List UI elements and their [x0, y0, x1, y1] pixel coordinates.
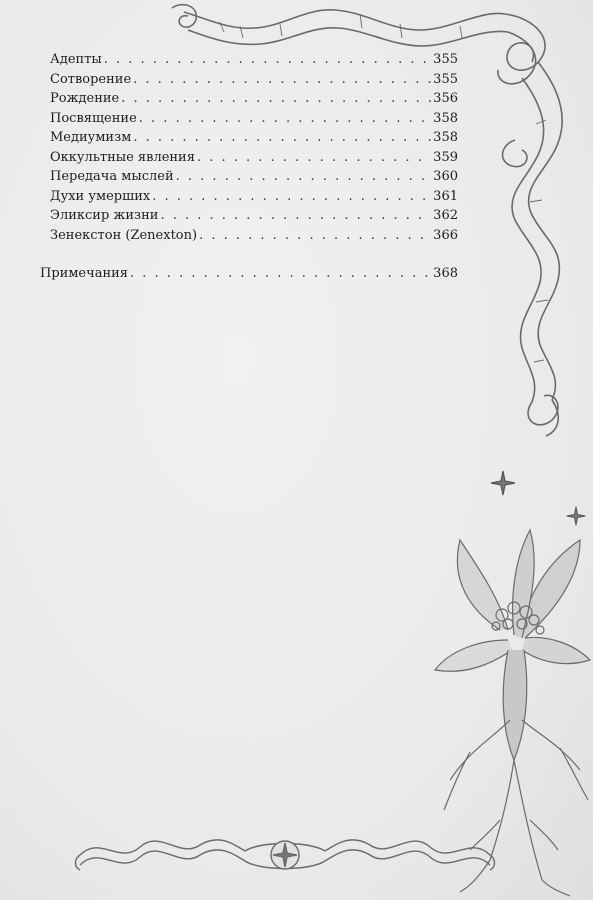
toc-entry-title: Рождение — [50, 91, 120, 106]
toc-entry — [50, 206, 458, 226]
toc-entry — [50, 187, 458, 207]
leader-dots — [160, 206, 431, 226]
leader-dots — [133, 128, 431, 148]
table-of-contents — [40, 50, 458, 284]
leader-dots — [139, 109, 431, 129]
section-gap — [40, 245, 458, 264]
toc-entry-page: 356 — [433, 91, 458, 106]
leader-dots — [133, 70, 431, 90]
toc-entry-main — [40, 264, 458, 284]
toc-entry — [50, 70, 458, 90]
toc-entry-page: 358 — [433, 110, 458, 126]
toc-entry-title: Адепты — [50, 52, 102, 67]
toc-entry-page: 368 — [433, 266, 458, 281]
toc-entry-page: 366 — [433, 227, 458, 243]
toc-entry-page: 360 — [433, 169, 458, 184]
toc-entry — [50, 167, 458, 187]
toc-entry — [50, 148, 458, 168]
toc-entry-page: 361 — [433, 188, 458, 204]
toc-entry-title: Примечания — [40, 266, 129, 281]
toc-entry-title: Передача мыслей — [50, 169, 174, 184]
leader-dots — [176, 167, 432, 187]
toc-entry-page: 355 — [433, 71, 458, 87]
toc-entry-title: Духи умерших — [50, 188, 151, 204]
toc-entry-page: 358 — [433, 130, 458, 145]
toc-entry-title: Оккультные явления — [50, 149, 195, 165]
toc-entry — [50, 109, 458, 129]
toc-entry-page: 355 — [433, 52, 458, 67]
toc-entry-title: Сотворение — [50, 71, 132, 87]
toc-entry-title: Зенекстон (Zenexton) — [50, 227, 198, 243]
toc-entry-title: Медиумизм — [50, 130, 132, 145]
leader-dots — [104, 50, 431, 70]
leader-dots — [130, 264, 431, 284]
leader-dots — [152, 187, 431, 207]
leader-dots — [121, 89, 431, 109]
toc-entry — [50, 50, 458, 70]
toc-entry — [50, 89, 458, 109]
toc-subsection-list — [40, 50, 458, 245]
toc-entry — [50, 128, 458, 148]
toc-entry-page: 359 — [433, 149, 458, 165]
toc-entry-title: Посвящение — [50, 110, 137, 126]
ribbon-bottom-border-icon — [70, 815, 500, 885]
toc-entry-title: Эликсир жизни — [50, 208, 159, 223]
toc-entry-page: 362 — [433, 208, 458, 223]
leader-dots — [199, 226, 431, 246]
star-icon — [490, 470, 516, 496]
toc-entry — [50, 226, 458, 246]
leader-dots — [197, 148, 431, 168]
